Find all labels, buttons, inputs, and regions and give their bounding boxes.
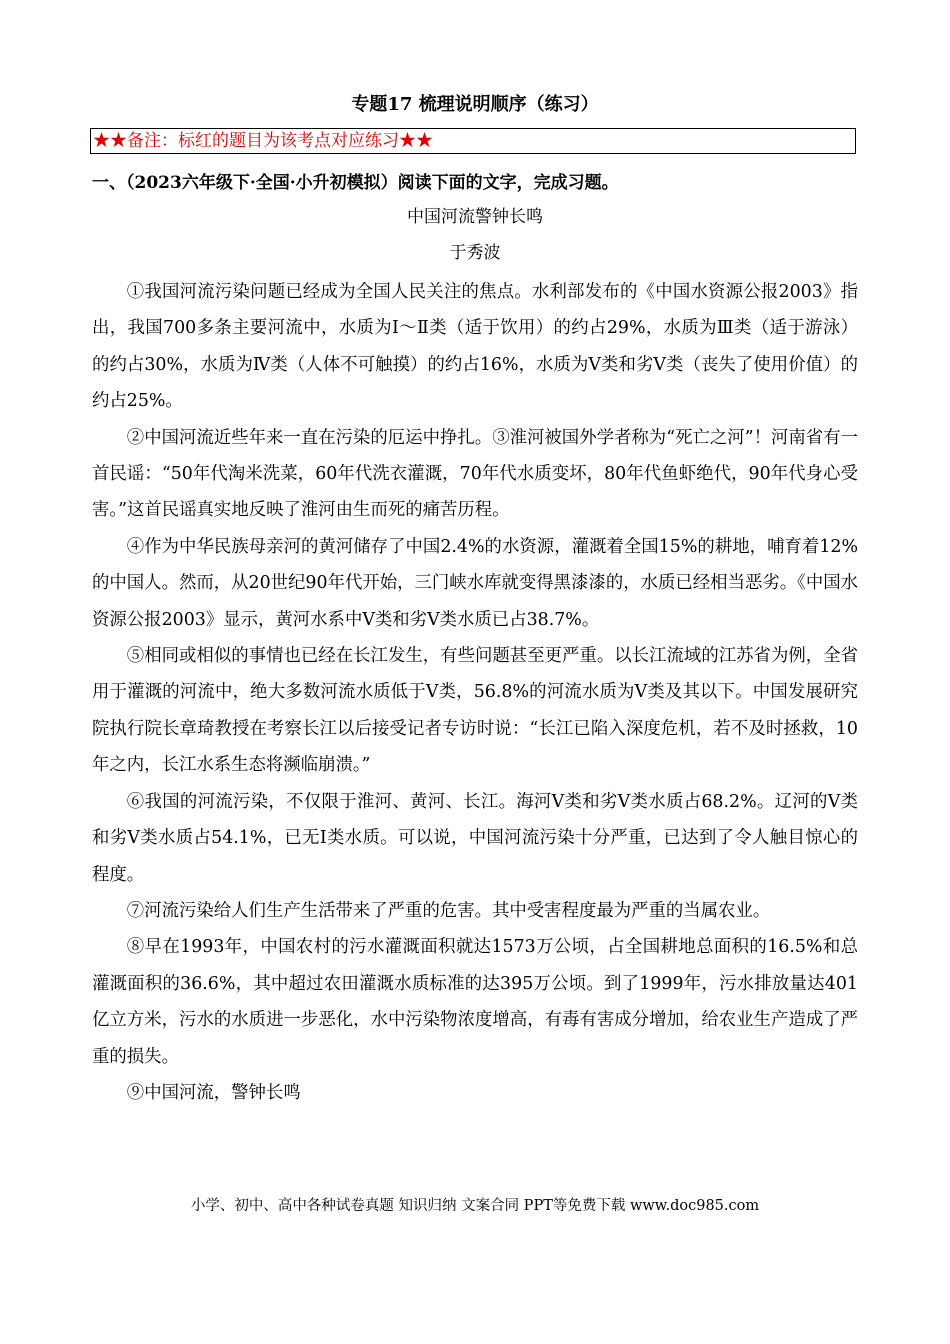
paragraph-2: ②中国河流近些年来一直在污染的厄运中挣扎。③淮河被国外学者称为“死亡之河”！河南省有一首民谣：“50年代淘米洗菜，60年代洗衣灌溉，70年代水质变坏，80年代鱼虾绝代，90年代身心受害。”这首民谣真实地反映了淮河由生而死的痛苦历程。	[92, 427, 858, 521]
page-title: 专题17 梳理说明顺序（练习）	[351, 94, 599, 115]
page-footer: 小学、初中、高中各种试卷真题 知识归纳 文案合同 PPT等免费下载 www.doc985.com	[190, 1198, 760, 1214]
note-text: ★★备注：标红的题目为该考点对应练习★★	[93, 131, 433, 151]
article-author: 于秀波	[449, 243, 501, 263]
paragraph-1: ①我国河流污染问题已经成为全国人民关注的焦点。水利部发布的《中国水资源公报2003》指出，我国700多条主要河流中，水质为Ⅰ～Ⅱ类（适于饮用）的约占29%，水质为Ⅲ类（适于游泳）的约占30%，水质为Ⅳ类（人体不可触摸）的约占16%，水质为Ⅴ类和劣Ⅴ类（丧失了使用价值）的约占25%。	[92, 282, 858, 412]
paragraph-7: ⑧早在1993年，中国农村的污水灌溉面积就达1573万公顷，占全国耕地总面积的16.5%和总灌溉面积的36.6%，其中超过农田灌溉水质标准的达395万公顷。到了1999年，污水排放量达401亿立方米，污水的水质进一步恶化，水中污染物浓度增高，有毒有害成分增加，给农业生产造成了严重的损失。	[92, 937, 858, 1067]
note-box	[90, 128, 856, 154]
paragraph-5: ⑥我国的河流污染，不仅限于淮河、黄河、长江。海河Ⅴ类和劣Ⅴ类水质占68.2%。辽河的Ⅴ类和劣Ⅴ类水质占54.1%，已无Ⅰ类水质。可以说，中国河流污染十分严重，已达到了令人触目惊心的程度。	[92, 791, 858, 885]
question-heading: 一、（2023六年级下·全国·小升初模拟）阅读下面的文字，完成习题。	[92, 173, 619, 193]
paragraph-6: ⑦河流污染给人们生产生活带来了严重的危害。其中受害程度最为严重的当属农业。	[126, 900, 771, 921]
paragraph-4: ⑤相同或相似的事情也已经在长江发生，有些问题甚至更严重。以长江流域的江苏省为例，全省用于灌溉的河流中，绝大多数河流水质低于Ⅴ类，56.8%的河流水质为Ⅴ类及其以下。中国发展研究院执行院长章琦教授在考察长江以后接受记者专访时说：“长江已陷入深度危机，若不及时拯救，10年之内，长江水系生态将濒临崩溃。”	[92, 646, 858, 776]
paragraph-8: ⑨中国河流，警钟长鸣	[126, 1082, 301, 1103]
article-title: 中国河流警钟长鸣	[407, 207, 543, 227]
paragraph-3: ④作为中华民族母亲河的黄河储存了中国2.4%的水资源，灌溉着全国15%的耕地，哺育着12%的中国人。然而，从20世纪90年代开始，三门峡水库就变得黑漆漆的，水质已经相当恶劣。《中国水资源公报2003》显示，黄河水系中Ⅴ类和劣Ⅴ类水质已占38.7%。	[92, 536, 858, 630]
article-body	[92, 274, 858, 1111]
